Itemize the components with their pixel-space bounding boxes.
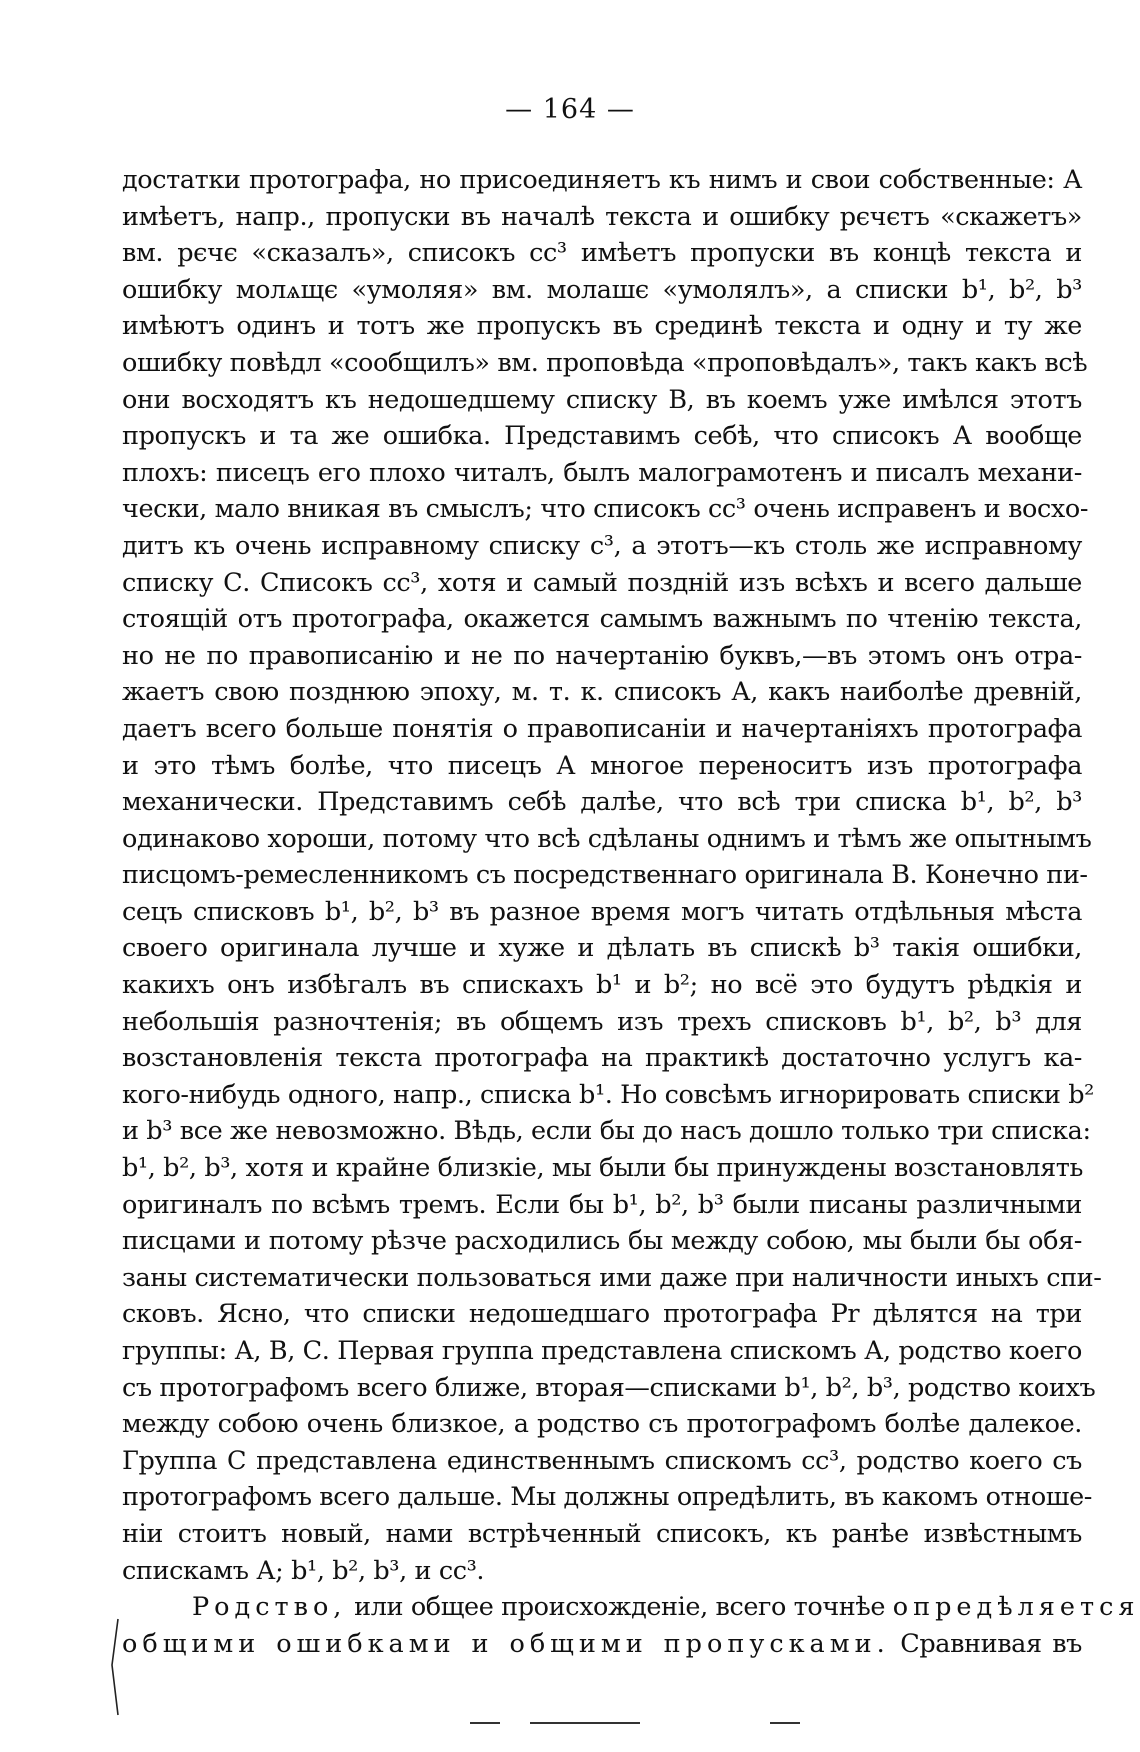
emphasis-errors: общими ошибками и общими пропусками.: [122, 1628, 890, 1659]
margin-bracket-mark: [108, 1617, 122, 1717]
text-line: достатки протографа, но присоединяетъ къ нимъ и свои собственные: А: [122, 165, 1082, 195]
text-line: протографомъ всего дальше. Мы должны опредѣлить, въ какомъ отноше-: [122, 1482, 1092, 1513]
text-line: писцомъ-ремесленникомъ съ посредственнаго оригинала В. Конечно пи-: [122, 860, 1088, 891]
text-line: ошибку повѣдл «сообщилъ» вм. проповѣда «проповѣдалъ», такъ какъ всѣ: [122, 347, 1088, 378]
paragraph-2-line-2: [122, 1626, 1082, 1663]
paragraph-2-line-1: [122, 1589, 1140, 1626]
text-line: и b³ все же невозможно. Вѣдь, если бы до насъ дошло только три списка:: [122, 1116, 1091, 1147]
footer-decoration: [460, 1716, 860, 1736]
text-line: плохъ: писецъ его плохо читалъ, былъ малограмотенъ и писалъ механи-: [122, 457, 1082, 488]
text-line: и это тѣмъ болѣе, что писецъ А многое переноситъ изъ протографа: [122, 750, 1082, 781]
text-line: вм. рєчє «сказалъ», списокъ сс³ имѣетъ пропуски въ концѣ текста и: [122, 238, 1082, 269]
emphasis-opredelyaetsya: опредѣляется: [892, 1592, 1140, 1623]
text-line: какихъ онъ избѣгалъ въ спискахъ b¹ и b²; но всё это будутъ рѣдкія и: [122, 970, 1082, 1001]
paragraph-1: [122, 162, 1102, 1589]
paragraph-2-text-end: Сравнивая въ: [889, 1628, 1082, 1659]
text-line: кого-нибудь одного, напр., списка b¹. Но совсѣмъ игнорировать списки b²: [122, 1079, 1094, 1110]
paragraph-2-text: или общее происхожденіе, всего точнѣе: [346, 1592, 893, 1623]
text-line: спискамъ А; b¹, b², b³, и сс³.: [122, 1555, 485, 1586]
text-line: Группа С представлена единственнымъ спискомъ сс³, родство коего съ: [122, 1445, 1082, 1476]
text-line: стоящій отъ протографа, окажется самымъ важнымъ по чтенію текста,: [122, 604, 1082, 635]
text-line: одинаково хороши, потому что всѣ сдѣланы однимъ и тѣмъ же опытнымъ: [122, 823, 1092, 854]
page-number: — 164 —: [505, 94, 635, 125]
text-line: оригиналъ по всѣмъ тремъ. Если бы b¹, b², b³ были писаны различными: [122, 1189, 1082, 1220]
text-line: жаетъ свою позднюю эпоху, м. т. к. списокъ А, какъ наиболѣе древній,: [122, 677, 1082, 708]
text-line: чески, мало вникая въ смыслъ; что списокъ сс³ очень исправенъ и восхо-: [122, 494, 1089, 525]
text-line: сковъ. Ясно, что списки недошедшаго протографа Pr дѣлятся на три: [122, 1299, 1082, 1330]
page-body: [122, 162, 1140, 1662]
text-line: между собою очень близкое, а родство съ протографомъ болѣе далекое.: [122, 1409, 1082, 1440]
text-line: возстановленія текста протографа на практикѣ достаточно услугъ ка-: [122, 1043, 1082, 1074]
text-line: сецъ списковъ b¹, b², b³ въ разное время могъ читать отдѣльныя мѣста: [122, 896, 1082, 927]
text-line: но не по правописанію и не по начертанію буквъ,—въ этомъ онъ отра-: [122, 640, 1082, 671]
text-line: они восходятъ къ недошедшему списку В, въ коемъ уже имѣлся этотъ: [122, 384, 1082, 415]
text-line: дитъ къ очень исправному списку с³, а этотъ—къ столь же исправному: [122, 530, 1082, 561]
footer-dash-1: [470, 1722, 500, 1724]
text-line: писцами и потому рѣзче расходились бы между собою, мы были бы обя-: [122, 1226, 1082, 1257]
text-line: своего оригинала лучше и хуже и дѣлать въ спискѣ b³ такія ошибки,: [122, 933, 1082, 964]
text-line: ніи стоитъ новый, нами встрѣченный списокъ, къ ранѣе извѣстнымъ: [122, 1518, 1082, 1549]
footer-dash-2: [530, 1722, 640, 1724]
text-line: ошибку молѧщє «умоляя» вм. молашє «умолялъ», а списки b¹, b², b³: [122, 274, 1082, 305]
emphasis-rodstvo: Родство,: [192, 1592, 347, 1623]
text-line: заны систематически пользоваться ими даже при наличности иныхъ спи-: [122, 1262, 1102, 1293]
text-line: даетъ всего больше понятія о правописаніи и начертаніяхъ протографа: [122, 713, 1082, 744]
text-line: имѣетъ, напр., пропуски въ началѣ текста и ошибку рєчєтъ «скажетъ»: [122, 201, 1082, 232]
text-line: пропускъ и та же ошибка. Представимъ себѣ, что списокъ А вообще: [122, 421, 1082, 452]
text-line: механически. Представимъ себѣ далѣе, что всѣ три списка b¹, b², b³: [122, 787, 1082, 818]
text-line: b¹, b², b³, хотя и крайне близкіе, мы были бы принуждены возстановлять: [122, 1153, 1083, 1184]
text-line: небольшія разночтенія; въ общемъ изъ трехъ списковъ b¹, b², b³ для: [122, 1006, 1082, 1037]
text-line: списку С. Списокъ сс³, хотя и самый поздній изъ всѣхъ и всего дальше: [122, 567, 1082, 598]
text-line: имѣютъ одинъ и тотъ же пропускъ въ срединѣ текста и одну и ту же: [122, 311, 1082, 342]
footer-dash-3: [770, 1722, 800, 1724]
text-line: группы: А, В, С. Первая группа представлена спискомъ А, родство коего: [122, 1336, 1082, 1366]
text-line: съ протографомъ всего ближе, вторая—списками b¹, b², b³, родство коихъ: [122, 1372, 1096, 1403]
